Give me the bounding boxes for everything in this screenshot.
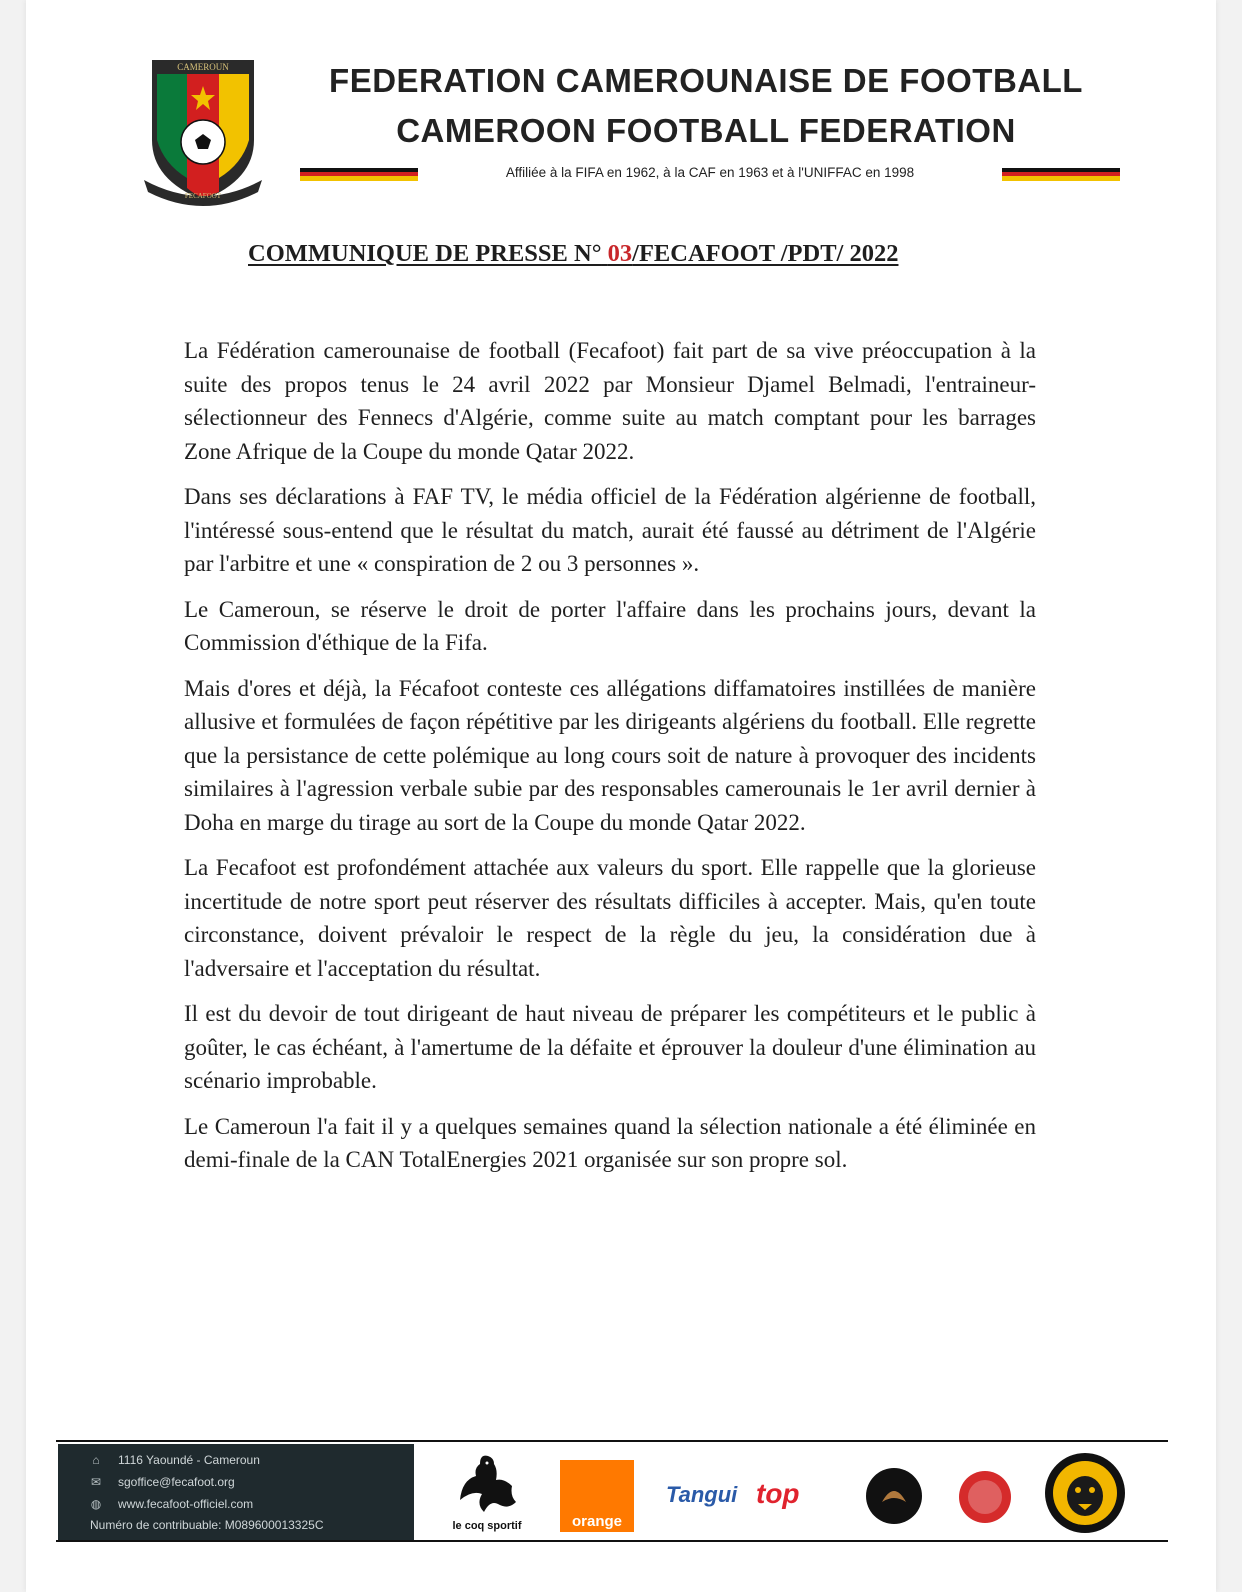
flag-stripe-right [1002,168,1120,181]
press-title-suffix: /FECAFOOT /PDT/ 2022 [632,240,899,267]
federation-title-en: CAMEROON FOOTBALL FEDERATION [396,112,1016,149]
paragraph: La Fecafoot est profondément attachée aux valeurs du sport. Elle rappelle que la glorieuse incertitude de notre sport peut réserver des résultats difficiles à accepter. Mais, qu'en toute circonstance, doivent prévaloir le respect de la règle du jeu, la considération due à l'adversaire et l'acceptation du résultat. [184,855,1036,981]
logo-text-bottom: FECAFOOT [184,192,222,200]
le-coq-sportif-logo [450,1450,530,1520]
paragraph: Mais d'ores et déjà, la Fécafoot conteste ces allégations diffamatoires instillées de manière allusive et formulées de façon répétitive par les dirigeants algériens du football. Elle regrette que la persistance de cette polémique au long cours soit de nature à provoquer des incidents similaires à l'agression verbale subie par des responsables camerounais le 1er avril dernier à Doha en marge du tirage au sort de la Coupe du monde Qatar 2022. [184,675,1036,835]
fecafoot-crest-logo [138,52,268,207]
orange-logo [560,1460,634,1532]
mail-icon: ✉ [90,1475,102,1489]
paragraph: Dans ses déclarations à FAF TV, le média officiel de la Fédération algérienne de football, l'intéressé sous-entend que le résultat du match, aurait été faussé au détriment de l'Algérie par l'arbitre et une « conspiration de 2 ou 3 personnes ». [184,484,1036,576]
logo-text-top: CAMEROUN [177,62,229,72]
press-release-body [184,334,1036,1189]
footer-bottom-rule [56,1540,1168,1542]
paragraph: Le Cameroun, se réserve le droit de porter l'affaire dans les prochains jours, devant la Commission d'éthique de la Fifa. [184,596,1036,655]
footer-taxpayer-number: Numéro de contribuable: M089600013325C [90,1518,324,1532]
paragraph: Il est du devoir de tout dirigeant de haut niveau de préparer les compétiteurs et le public à goûter, le cas échéant, à l'amertume de la défaite et éprouver la douleur d'une élimination au scénario improbable. [184,1001,1036,1093]
le-coq-sportif-label: le coq sportif [452,1520,522,1532]
globe-icon: ◍ [90,1497,102,1511]
flag-stripe-left [300,168,418,181]
affiliation-text: Affiliée à la FIFA en 1962, à la CAF en 1963 et à l'UNIFFAC en 1998 [505,165,915,180]
document-page [26,0,1216,1592]
footer-top-rule [56,1440,1168,1442]
footer-email-row [88,1472,235,1492]
press-title-prefix: COMMUNIQUE DE PRESSE N° [248,240,602,267]
paragraph: Le Cameroun l'a fait il y a quelques semaines quand la sélection nationale a été éliminée en demi-finale de la CAN TotalEnergies 2021 organisée sur son propre sol. [184,1113,1036,1172]
lion-head-logo [1040,1450,1130,1536]
home-icon: ⌂ [92,1453,100,1467]
footer-contact-panel [58,1444,414,1540]
footer-address: 1116 Yaoundé - Cameroun [118,1453,260,1467]
orange-label: orange [571,1513,622,1530]
press-title-number: 03 [607,240,633,267]
red-badge-sponsor-logo [956,1468,1014,1526]
federation-title-fr: FEDERATION CAMEROUNAISE DE FOOTBALL [329,62,1083,99]
footer-email: sgoffice@fecafoot.org [118,1475,235,1489]
top-logo: top [756,1478,800,1509]
paragraph: La Fédération camerounaise de football (Fecafoot) fait part de sa vive préoccupation à la suite des propos tenus le 24 avril 2022 par Monsieur Djamel Belmadi, l'entraineur-sélectionneur des Fennecs d'Algérie, comme suite au match comptant pour les barrages Zone Afrique de la Coupe du monde Qatar 2022. [184,338,1036,464]
footer-address-row [88,1450,260,1470]
footer-website-row [88,1494,253,1514]
press-release-title [248,240,908,268]
black-round-sponsor-logo [864,1466,924,1526]
footer-website: www.fecafoot-officiel.com [118,1497,254,1511]
affiliation-row [300,162,1120,186]
tangui-logo: Tangui [666,1482,738,1507]
